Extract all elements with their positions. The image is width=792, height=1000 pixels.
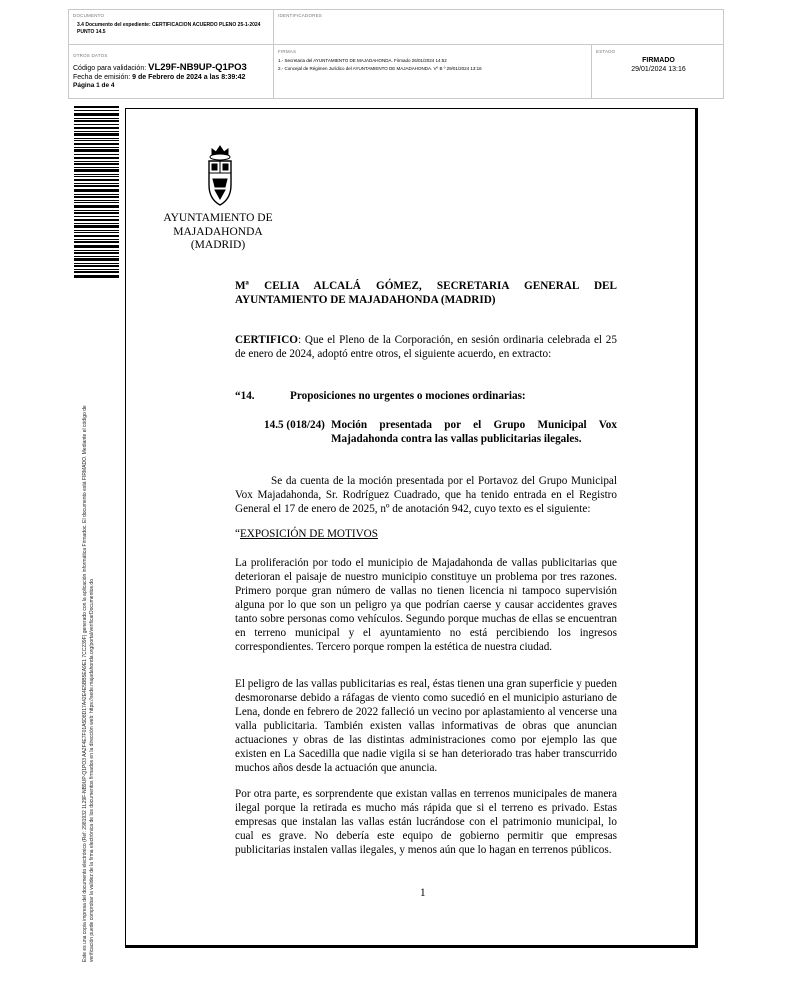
section-title: Proposiciones no urgentes o mociones ordinarias: (290, 390, 526, 402)
fecha-value: 9 de Febrero de 2024 a las 8:39:42 (132, 74, 246, 81)
estado-date: 29/01/2024 13:16 (631, 66, 686, 73)
header-estado (591, 44, 724, 99)
paragraph-2: El peligro de las vallas publicitarias es real, éstas tienen una gran superficie y pueden desmoronarse debido a ráfagas de viento como sucedió en el municipio asturiano de Lena, donde en febrero de 2022 falleció un vecino por aplastamiento al vencerse una valla publicitaria. También existen vallas informativas de obras que anuncian actuaciones y obras de las distintas administraciones como por ejemplo las que existen en La Sacedilla que nadie vigila si se han deteriorado tras haber transcurrido muchos años desde la actuación que anuncia. (235, 678, 617, 774)
section-number: “14. (235, 390, 255, 402)
coat-of-arms-icon (203, 143, 237, 209)
identificadores-label: IDENTIFICADORES (278, 13, 323, 18)
header-identificadores (273, 9, 724, 45)
documento-value: 3.4 Documento del expediente: CERTIFICACION ACUERDO PLENO 25-1-2024 PUNTO 14.5 (77, 22, 261, 35)
certifico-paragraph (235, 333, 617, 361)
codigo-value: VL29F-NB9UP-Q1PO3 (148, 62, 247, 73)
documento-label: DOCUMENTO (73, 13, 105, 18)
side-verification-text-2: verificación puede comprobar la validez de la firma electrónica de los documentos firmados en la dirección web: https://sede.majadahonda.org/portal/verificarDocumentos.do (89, 579, 95, 962)
firmas-label: FIRMAS (278, 49, 297, 54)
motion-number: 14.5 (018/24) (264, 419, 325, 431)
estado-value: FIRMADO (642, 57, 675, 64)
ayuntamiento-block (158, 212, 278, 253)
codigo-prefix: Código para validación: (73, 65, 147, 72)
side-verification-text-1: Este es una copia impresa del documento electrónico (Ref: 2981932 1L29F-NB9UP-Q1PO3 AA2F4E7F01A5D8D17A42E4E5BB5EA9E1 7CC239F) generado con la aplicación informática Firmadoc. El documento está FIRMADO. Mediante el código de (82, 405, 88, 962)
firma-1: 1.- Secretaria del AYUNTAMIENTO DE MAJADAHONDA. Firmado 26/01/2024 14:52 (278, 58, 447, 63)
page-number: 1 (420, 887, 426, 899)
otros-datos-label: OTROS DATOS (73, 53, 108, 58)
exposicion-title: EXPOSICIÓN DE MOTIVOS (239, 528, 378, 540)
exposicion-heading (235, 528, 378, 540)
heading-line-2: AYUNTAMIENTO DE MAJADAHONDA (MADRID) (235, 294, 496, 306)
certifico-label: CERTIFICO (235, 334, 299, 346)
paragraph-1: La proliferación por todo el municipio de Majadahonda de vallas publicitarias que deterioran el paisaje de nuestro municipio constituye un problema por tres razones. Primero porque gran número de vallas no tienen licencia ni tampoco supervisión alguna por lo que son un peligro ya que podrían caerse y causar accidentes graves tanto sobre personas como vehículos. Segundo porque muchas de ellas se encuentran en terreno municipal y el ayuntamiento no está percibiendo los ingresos correspondientes. Tercero porque rompen la estética de nuestra ciudad. (235, 557, 617, 653)
pagina-label: Página 1 de 4 (73, 82, 115, 89)
header-otros-datos (68, 44, 274, 99)
ayuntamiento-line-2: MAJADAHONDA (173, 225, 263, 238)
heading-line-1: Mª CELIA ALCALÁ GÓMEZ, SECRETARIA GENERAL DEL (235, 280, 617, 292)
exposicion-quote: “ (235, 528, 240, 540)
fecha-line (73, 73, 245, 82)
estado-label: ESTADO (596, 49, 616, 54)
ayuntamiento-line-1: AYUNTAMIENTO DE (163, 212, 273, 224)
paragraph-3: Por otra parte, es sorprendente que existan vallas en terrenos municipales de manera ilegal porque la retirada es mucho más rápida que si el terreno es privado. Estas empresas que instalan las vallas están lucrándose con el patrimonio municipal, lo cual es grave. No debería este equipo de gobierno permitir que empresas publicitarias instalen vallas ilegales, y menos aún que lo hagan en terrenos públicos. (235, 788, 617, 856)
barcode (74, 106, 119, 278)
header-firmas (273, 44, 592, 99)
header-documento (68, 9, 274, 45)
intro-paragraph: Se da cuenta de la moción presentada por el Portavoz del Grupo Municipal Vox Majadahonda, Sr. Rodríguez Cuadrado, que ha tenido entrada en el Registro General el 17 de enero de 2025, nº de anotación 942, cuyo texto es el siguiente: (235, 475, 617, 515)
fecha-prefix: Fecha de emisión: (73, 74, 131, 81)
firma-2: 2.- Concejal de Régimen Jurídico del AYUNTAMIENTO DE MAJADAHONDA. Vº B º 29/01/2024 13:16 (278, 66, 482, 71)
ayuntamiento-line-3: (MADRID) (190, 239, 246, 251)
motion-title: Moción presentada por el Grupo Municipal Vox Majadahonda contra las vallas publicitarias ilegales. (331, 419, 617, 445)
codigo-line (73, 63, 247, 73)
certifico-text: : Que el Pleno de la Corporación, en sesión ordinaria celebrada el 25 de enero de 2024, adoptó entre otros, el siguiente acuerdo, en extracto: (235, 334, 617, 360)
